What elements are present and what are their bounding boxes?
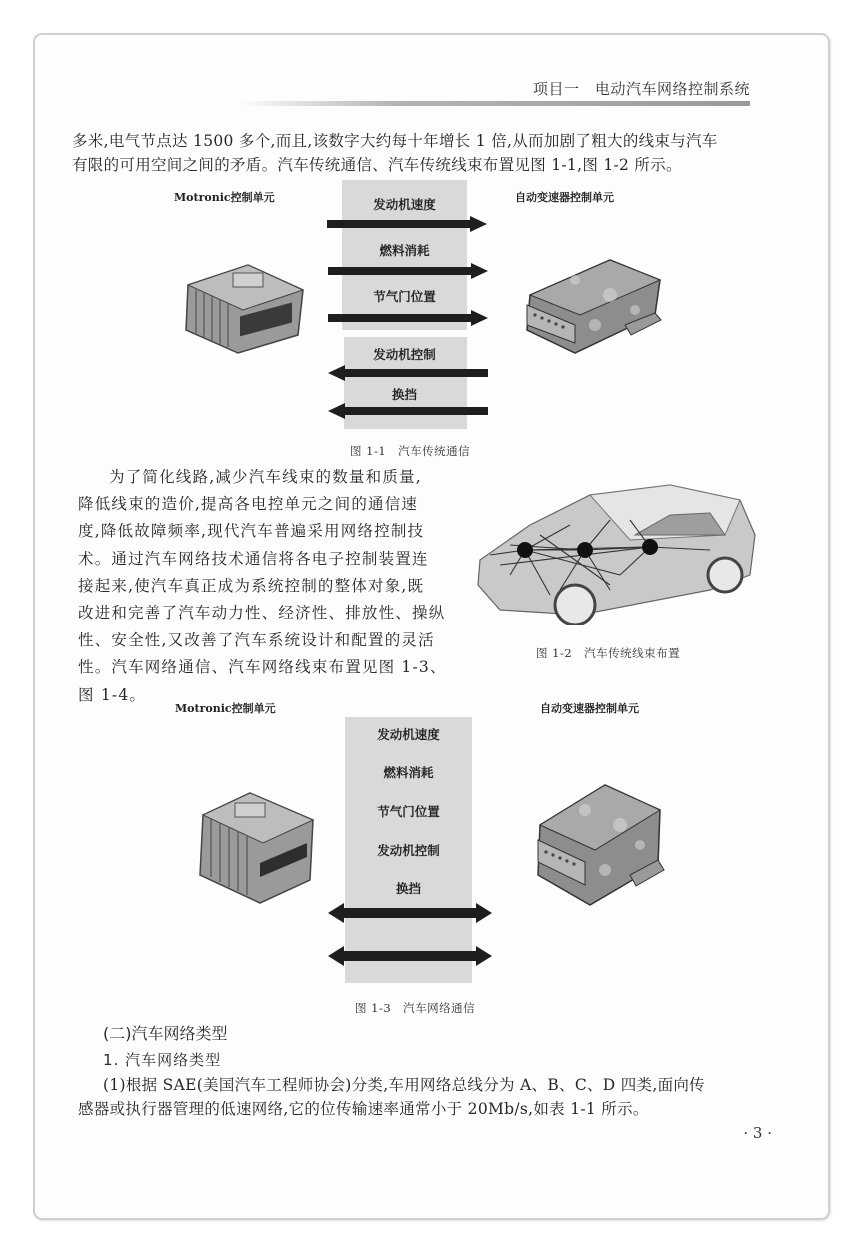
signal-label: 发动机控制 <box>373 347 436 362</box>
signal-label: 换挡 <box>395 881 421 896</box>
page-number: · 3 · <box>743 1124 772 1142</box>
running-head-text: 项目一 电动汽车网络控制系统 <box>532 80 750 98</box>
running-head <box>240 78 750 104</box>
subsection-heading: 1. 汽车网络类型 <box>103 1051 222 1069</box>
motronic-unit-label: Motronic控制单元 <box>174 191 275 204</box>
paragraph-mid <box>78 464 473 709</box>
signal-label: 燃料消耗 <box>379 243 430 258</box>
text-line: 术。通过汽车网络技术通信将各电子控制装置连 <box>78 549 429 568</box>
text-line: 度,降低故障频率,现代汽车普遍采用网络控制技 <box>78 522 425 541</box>
paragraph-section <box>78 1073 778 1121</box>
transmission-ecu-image <box>530 780 670 910</box>
figure-1-1 <box>160 180 680 460</box>
text-line: 多米,电气节点达 1500 多个,而且,该数字大约每十年增长 1 倍,从而加剧了粗大的线束与汽车 <box>72 132 718 150</box>
figure-1-2 <box>470 465 770 665</box>
signal-label: 发动机速度 <box>377 727 440 742</box>
motronic-ecu-image <box>195 785 320 905</box>
text-line: 为了简化线路,减少汽车线束的数量和质量, <box>109 468 422 486</box>
arrow-left-icon <box>328 365 488 381</box>
figure-caption: 图 1-3 汽车网络通信 <box>355 1001 476 1015</box>
signal-label: 发动机控制 <box>377 843 440 858</box>
motronic-unit-label: Motronic控制单元 <box>175 702 276 715</box>
text-line: 接起来,使汽车真正成为系统控制的整体对象,既 <box>78 576 425 595</box>
arrow-right-icon <box>328 263 488 279</box>
text-line: 图 1-4。 <box>78 685 147 704</box>
arrow-right-icon <box>327 216 487 232</box>
bus-double-arrow-icon <box>328 903 492 923</box>
text-line: 有限的可用空间之间的矛盾。汽车传统通信、汽车传统线束布置见图 1-1,图 1-2 所示。 <box>72 156 682 174</box>
signal-label: 发动机速度 <box>373 197 436 212</box>
bus-double-arrow-icon <box>328 946 492 966</box>
text-line: 性、安全性,又改善了汽车系统设计和配置的灵活 <box>78 631 435 650</box>
paragraph-top <box>72 129 762 177</box>
arrow-left-icon <box>328 403 488 419</box>
motronic-ecu-image <box>178 255 308 355</box>
section-heading: (二)汽车网络类型 <box>103 1024 228 1043</box>
transmission-ecu-image <box>515 255 665 355</box>
text-line: (1)根据 SAE(美国汽车工程师协会)分类,车用网络总线分为 A、B、C、D 四类,面向传 <box>103 1076 705 1094</box>
car-wiring-image <box>470 465 770 625</box>
signal-label: 节气门位置 <box>373 289 436 304</box>
arrow-right-icon <box>328 310 488 326</box>
signal-label: 燃料消耗 <box>383 765 434 780</box>
text-line: 性。汽车网络通信、汽车网络线束布置见图 1-3、 <box>78 658 447 677</box>
running-head-rule <box>240 101 750 106</box>
text-line: 感器或执行器管理的低速网络,它的位传输速率通常小于 20Mb/s,如表 1-1 所示。 <box>78 1100 649 1118</box>
figure-1-3 <box>160 690 680 1020</box>
figure-caption: 图 1-2 汽车传统线束布置 <box>536 646 681 660</box>
text-line: 降低线束的造价,提高各电控单元之间的通信速 <box>78 495 419 514</box>
figure-caption: 图 1-1 汽车传统通信 <box>350 444 471 458</box>
transmission-unit-label: 自动变速器控制单元 <box>540 702 639 715</box>
transmission-unit-label: 自动变速器控制单元 <box>515 191 614 204</box>
text-line: 改进和完善了汽车动力性、经济性、排放性、操纵 <box>78 604 446 623</box>
signal-label: 换挡 <box>391 387 417 402</box>
signal-label: 节气门位置 <box>377 804 440 819</box>
